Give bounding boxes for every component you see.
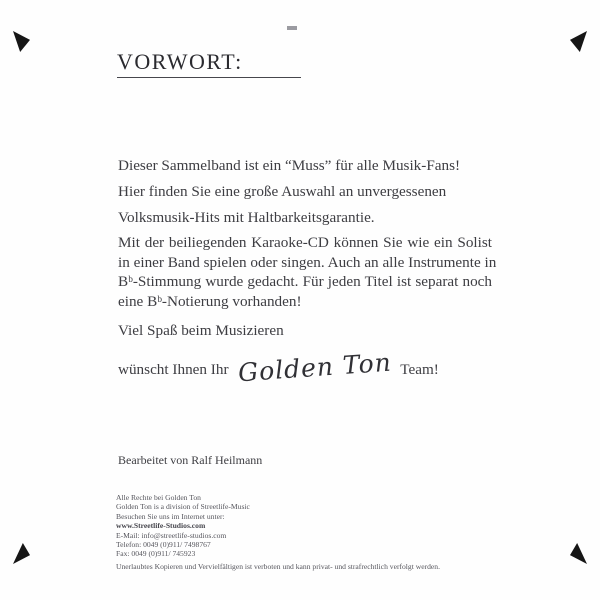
publisher-footer: [116, 493, 250, 559]
golden-ton-script-logo: Golden Ton: [236, 347, 393, 388]
crop-mark-top-right-icon: [570, 31, 587, 52]
paragraph-line: in einer Band spielen oder singen. Auch an alle Instrumente in: [118, 253, 497, 271]
wish-line: Viel Spaß beim Musizieren: [118, 322, 284, 339]
footer-line-email: E-Mail: info@streetlife-studios.com: [116, 530, 227, 540]
footer-line-website-url: www.Streetlife-Studios.com: [116, 521, 206, 531]
top-center-registration-tick: [287, 26, 297, 30]
footer-line-rights: Alle Rechte bei Golden Ton: [116, 493, 201, 502]
crop-mark-bottom-right-icon: [570, 543, 587, 564]
legal-notice: Unerlaubtes Kopieren und Vervielfältigen ist verboten und kann privat- und strafrechtlich verfolgt werden.: [116, 562, 440, 571]
paragraph-line: eine Bᵇ-Notierung vorhanden!: [118, 292, 302, 310]
paragraph-line: Bᵇ-Stimmung wurde gedacht. Für jeden Titel ist separat noch: [118, 273, 492, 291]
editor-credit: Bearbeitet von Ralf Heilmann: [118, 453, 263, 467]
closing-line: [118, 347, 439, 388]
paragraph-line: Hier finden Sie eine große Auswahl an unvergessenen: [118, 183, 447, 200]
paragraph-line: Dieser Sammelband ist ein “Muss” für alle Musik-Fans!: [118, 157, 461, 174]
karaoke-cd-paragraph: [118, 233, 497, 311]
paragraph-line: Volksmusik-Hits mit Haltbarkeitsgarantie.: [118, 209, 375, 226]
title-underline: [117, 77, 301, 78]
crop-mark-top-left-icon: [13, 31, 30, 52]
intro-paragraph: [118, 153, 460, 231]
paragraph-line: Mit der beiliegenden Karaoke-CD können Sie wie ein Solist: [118, 234, 492, 251]
footer-line-telephone: Telefon: 0049 (0)911/ 7498767: [116, 540, 211, 550]
footer-line-fax: Fax: 0049 (0)911/ 745923: [116, 549, 196, 559]
page-title: VORWORT:: [117, 49, 243, 74]
closing-prefix: wünscht Ihnen Ihr: [118, 361, 229, 378]
footer-line-division: Golden Ton is a division of Streetlife-Music: [116, 502, 250, 512]
closing-suffix: Team!: [400, 361, 439, 378]
crop-mark-bottom-left-icon: [13, 543, 30, 564]
footer-line-visit: Besuchen Sie uns im Internet unter:: [116, 511, 225, 521]
